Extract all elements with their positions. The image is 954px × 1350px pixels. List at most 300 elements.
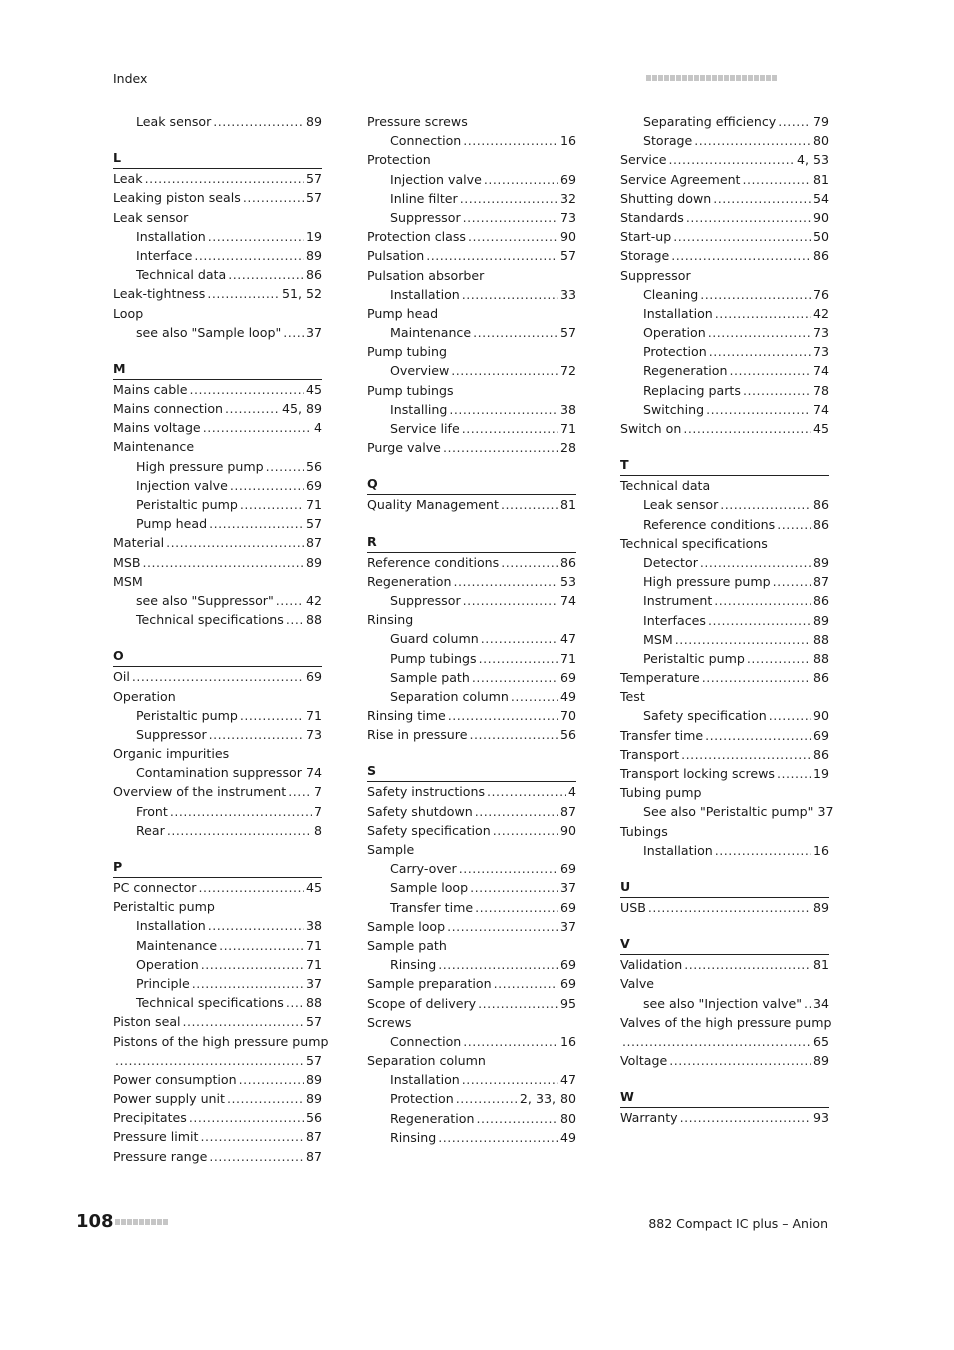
dot-leader (622, 1032, 811, 1051)
index-entry (367, 725, 576, 744)
index-term: Peristaltic pump (136, 497, 238, 512)
index-term: Separation column (367, 1053, 486, 1069)
index-page-reference[interactable]: 49 (559, 1129, 576, 1145)
dot-leader (773, 572, 811, 591)
index-page-reference[interactable]: 45 (305, 381, 322, 397)
dot-leader (470, 878, 558, 897)
index-page-reference[interactable]: 86 (812, 248, 829, 264)
dot-leader (459, 859, 558, 878)
index-entry (113, 553, 322, 572)
index-term: Maintenance (136, 937, 218, 953)
dot-leader (276, 591, 304, 610)
index-page-reference[interactable]: 86 (812, 516, 829, 532)
index-page-reference[interactable]: 69 (559, 669, 576, 685)
index-entry (113, 667, 322, 686)
dot-leader (462, 1070, 558, 1089)
dot-leader (198, 878, 303, 897)
index-page-reference[interactable]: 86 (812, 497, 829, 513)
dot-leader (671, 246, 811, 265)
index-page-reference[interactable]: 71 (305, 937, 322, 953)
index-page-reference[interactable]: 89 (305, 1071, 322, 1087)
index-term: Contamination suppressor (136, 765, 302, 781)
dot-leader (468, 227, 558, 246)
index-subentry (367, 859, 576, 878)
index-subentry (113, 821, 322, 840)
index-page-reference[interactable]: 88 (305, 612, 322, 628)
dot-leader (219, 936, 304, 955)
index-page-reference[interactable]: 69 (305, 477, 322, 493)
dot-leader (209, 1147, 304, 1166)
dot-leader (225, 399, 280, 418)
index-page-reference[interactable]: 56 (305, 1110, 322, 1126)
index-page-reference[interactable]: 42 (812, 305, 829, 321)
index-term: Pump tubings (367, 382, 454, 398)
index-page-reference[interactable]: 90 (559, 229, 576, 245)
index-page-reference[interactable]: 88 (812, 631, 829, 647)
index-page-reference[interactable]: 57 (305, 190, 322, 206)
index-subentry (620, 323, 829, 342)
index-term: USB (620, 899, 646, 915)
index-term: Pressure range (113, 1148, 208, 1164)
index-page-reference[interactable]: 74 (812, 401, 829, 417)
index-page-reference[interactable]: 81 (812, 171, 829, 187)
dot-leader (286, 993, 304, 1012)
index-term: Leak sensor (643, 497, 719, 513)
section-spacer (367, 457, 576, 475)
index-page-reference[interactable]: 87 (305, 535, 322, 551)
dot-leader (462, 285, 558, 304)
index-page-reference[interactable]: 88 (812, 650, 829, 666)
index-page-reference[interactable]: 57 (305, 1052, 322, 1068)
index-subentry (620, 802, 834, 821)
index-term: Suppressor (390, 209, 461, 225)
index-subentry (367, 649, 576, 668)
index-term: Leak sensor (113, 209, 189, 225)
index-page-reference[interactable]: 89 (812, 554, 829, 570)
index-term: Start-up (620, 229, 672, 245)
index-entry (113, 304, 322, 323)
index-term: Pump tubings (390, 650, 477, 666)
index-term: Technical data (136, 267, 227, 283)
index-term: Transport locking screws (620, 766, 775, 781)
index-subentry (113, 763, 322, 782)
index-entry (620, 476, 829, 495)
index-page-reference[interactable]: 4 (567, 784, 576, 800)
index-term: Test (620, 689, 645, 705)
index-term: Operation (113, 688, 176, 704)
index-term: see also "Suppressor" (136, 592, 274, 608)
index-subentry (367, 955, 576, 974)
index-page-reference[interactable]: 38 (305, 918, 322, 934)
index-page-reference[interactable]: 72 (559, 363, 576, 379)
index-page-reference[interactable]: 51, 52 (281, 286, 322, 302)
index-term: Rear (136, 822, 165, 838)
index-subentry (113, 265, 322, 284)
index-subentry (367, 131, 576, 150)
index-term: High pressure pump (136, 458, 264, 474)
index-page-reference[interactable]: 19 (305, 228, 322, 244)
index-term: Separating efficiency (643, 114, 777, 129)
index-entry (620, 822, 829, 841)
index-page-reference[interactable]: 16 (812, 842, 829, 858)
index-term: Interfaces (643, 612, 706, 628)
index-page-reference[interactable]: 45 (812, 421, 829, 436)
index-entry (113, 1032, 329, 1051)
index-entry (620, 208, 829, 227)
index-page-reference[interactable]: 56 (559, 727, 576, 743)
dot-leader (669, 1051, 811, 1070)
section-spacer (113, 342, 322, 360)
index-term: MSM (643, 631, 673, 647)
index-subentry (620, 841, 829, 860)
index-term: Replacing parts (643, 382, 741, 398)
index-page-reference[interactable]: 86 (305, 267, 322, 283)
index-page-reference[interactable]: 73 (559, 209, 576, 225)
index-page-reference[interactable]: 95 (559, 995, 576, 1011)
index-page-reference[interactable]: 69 (559, 976, 576, 992)
index-term: Scope of delivery (367, 995, 477, 1011)
index-page-reference[interactable]: 57 (559, 248, 576, 264)
index-term: Installing (390, 401, 448, 417)
dot-leader (460, 189, 558, 208)
index-entry (113, 380, 322, 399)
index-page-reference[interactable]: 57 (305, 1014, 322, 1030)
index-page-reference[interactable]: 45, 89 (281, 401, 322, 417)
index-page-reference[interactable]: 37 (305, 975, 322, 991)
index-page-reference[interactable]: 71 (559, 421, 576, 436)
index-entry (620, 745, 829, 764)
index-term: Peristaltic pump (136, 707, 238, 723)
dot-leader (648, 898, 811, 917)
index-term: PC connector (113, 880, 197, 895)
dot-leader (449, 400, 558, 419)
index-page-reference[interactable]: 38 (559, 401, 576, 417)
index-page-reference[interactable]: 87 (812, 574, 829, 590)
index-page-reference[interactable]: 65 (812, 1033, 829, 1049)
index-page-reference[interactable]: 4 (313, 420, 322, 436)
index-page-reference[interactable]: 4, 53 (796, 152, 829, 168)
dot-leader (456, 1089, 518, 1108)
index-page-reference[interactable]: 81 (812, 957, 829, 973)
index-page-reference[interactable]: 89 (305, 114, 322, 129)
dot-leader (228, 265, 304, 284)
index-page-reference[interactable]: 19 (812, 766, 829, 781)
index-page-reference[interactable]: 89 (305, 247, 322, 263)
index-term: Organic impurities (113, 746, 230, 762)
index-page-reference[interactable]: 71 (305, 956, 322, 972)
index-entry (367, 821, 576, 840)
index-term: Guard column (390, 631, 479, 647)
index-page-reference[interactable]: 16 (559, 133, 576, 149)
index-page-reference[interactable]: 69 (559, 171, 576, 187)
dot-leader (230, 476, 304, 495)
index-page-reference[interactable]: 7 (313, 784, 322, 800)
index-page-reference[interactable]: 87 (305, 1148, 322, 1164)
index-page-reference[interactable]: 76 (812, 286, 829, 302)
dot-leader (777, 764, 811, 783)
index-term: Storage (620, 248, 670, 264)
index-term: Pump head (367, 305, 439, 321)
dot-leader (463, 131, 558, 150)
index-page-reference[interactable]: 70 (559, 708, 576, 724)
index-subentry (620, 361, 829, 380)
index-page-reference[interactable]: 71 (559, 650, 576, 666)
index-page-reference[interactable]: 37 (559, 918, 576, 934)
index-subentry (367, 1109, 576, 1128)
index-entry (113, 437, 322, 456)
index-term: Valve (620, 976, 655, 992)
index-page-reference[interactable]: 57 (305, 516, 322, 532)
index-entry (367, 381, 576, 400)
index-page-reference[interactable]: 90 (812, 209, 829, 225)
index-subentry (367, 668, 576, 687)
index-term: Installation (643, 305, 713, 321)
index-term: Overview of the instrument (113, 784, 287, 800)
index-entry (367, 610, 576, 629)
index-page-reference[interactable]: 16 (559, 1033, 576, 1049)
index-term: Pulsation absorber (367, 267, 485, 283)
index-page-reference[interactable]: 69 (559, 899, 576, 915)
index-entry (113, 169, 322, 188)
index-page-reference[interactable]: 2, 33, 80 (519, 1091, 576, 1107)
index-term: Leaking piston seals (113, 190, 241, 206)
dot-leader (478, 994, 558, 1013)
dot-leader (481, 629, 558, 648)
index-page-reference[interactable]: 89 (812, 612, 829, 628)
section-spacer (620, 860, 829, 878)
index-page-reference[interactable]: 8 (313, 822, 322, 838)
index-page-reference[interactable]: 87 (305, 1129, 322, 1145)
index-entry (367, 266, 576, 285)
index-page-reference[interactable]: 81 (559, 497, 576, 513)
index-term: See also "Peristaltic pump" (643, 804, 814, 820)
index-entry (113, 418, 322, 437)
dot-leader (189, 1108, 304, 1127)
dot-leader (706, 400, 811, 419)
index-page-reference[interactable]: 47 (559, 1072, 576, 1088)
dot-leader (484, 170, 558, 189)
index-page-reference[interactable]: 80 (559, 1110, 576, 1126)
index-page-reference[interactable]: 71 (305, 707, 322, 723)
index-subentry (620, 591, 829, 610)
index-page-reference[interactable]: 37 (817, 804, 834, 820)
index-page-reference[interactable]: 33 (559, 286, 576, 302)
index-page-reference[interactable]: 80 (812, 133, 829, 149)
index-entry (620, 898, 829, 917)
index-entry (620, 419, 829, 438)
index-subentry (113, 457, 322, 476)
index-entry (367, 706, 576, 725)
index-page-reference[interactable]: 69 (559, 861, 576, 877)
index-letter-heading: O (113, 647, 322, 667)
dot-leader (115, 1051, 304, 1070)
dot-leader (778, 112, 811, 131)
index-term: Regeneration (390, 1110, 475, 1126)
index-entry (113, 1127, 322, 1146)
index-entry (367, 150, 576, 169)
dot-leader (715, 841, 811, 860)
index-subentry (113, 916, 322, 935)
index-term: Installation (136, 918, 206, 934)
index-page-reference[interactable]: 28 (559, 440, 576, 456)
index-page-reference[interactable]: 69 (305, 669, 322, 685)
index-page-reference[interactable]: 89 (305, 554, 322, 570)
running-footer-product: 882 Compact IC plus – Anion (648, 1216, 828, 1231)
index-page-reference[interactable]: 57 (559, 325, 576, 341)
dot-leader (700, 285, 811, 304)
index-page-reference[interactable]: 34 (812, 995, 829, 1011)
index-page-reference[interactable]: 71 (305, 497, 322, 512)
index-term: Reference conditions (367, 554, 500, 570)
index-entry (367, 227, 576, 246)
index-subentry (620, 572, 829, 591)
index-page-reference[interactable]: 69 (559, 957, 576, 973)
dot-leader (479, 649, 558, 668)
index-page-reference[interactable]: 87 (559, 803, 576, 819)
index-term: Installation (390, 1072, 460, 1088)
index-subentry (620, 515, 829, 534)
index-term: Screws (367, 1014, 412, 1030)
index-page-reference[interactable]: 78 (812, 382, 829, 398)
index-subentry (113, 610, 322, 629)
index-subentry (113, 993, 322, 1012)
dot-leader (194, 246, 304, 265)
index-subentry (367, 400, 576, 419)
index-page-reference[interactable]: 86 (812, 746, 829, 762)
index-term: Suppressor (136, 726, 207, 742)
index-page-reference[interactable]: 73 (812, 344, 829, 360)
index-term: Service (620, 152, 667, 168)
dot-leader (447, 917, 558, 936)
index-term: Safety specification (367, 822, 491, 838)
index-page-reference[interactable]: 69 (812, 727, 829, 743)
index-subentry (367, 1032, 576, 1051)
running-header-title: Index (113, 71, 148, 86)
index-subentry (367, 419, 576, 438)
index-page-reference[interactable]: 93 (812, 1110, 829, 1126)
dot-leader (747, 649, 811, 668)
index-letter-heading: Q (367, 475, 576, 495)
index-term: Protection (643, 344, 707, 360)
section-spacer (367, 515, 576, 533)
index-term: Suppressor (620, 267, 691, 283)
index-page-reference[interactable]: 74 (559, 592, 576, 608)
index-term: Peristaltic pump (643, 650, 745, 666)
index-page-reference[interactable]: 86 (812, 593, 829, 609)
index-letter-heading: U (620, 878, 829, 898)
index-entry (113, 897, 322, 916)
index-term: Power consumption (113, 1071, 237, 1087)
index-page-reference[interactable]: 42 (305, 592, 322, 608)
index-page-reference[interactable]: 89 (305, 1091, 322, 1107)
index-page-reference[interactable]: 79 (812, 114, 829, 129)
index-page-reference[interactable]: 7 (313, 803, 322, 819)
dot-leader (213, 112, 304, 131)
index-letter-heading: V (620, 935, 829, 955)
index-term: Installation (390, 286, 460, 302)
index-subentry (620, 649, 829, 668)
dot-leader (729, 361, 811, 380)
index-page-reference[interactable]: 86 (559, 554, 576, 570)
index-term: Rinsing time (367, 708, 446, 724)
index-entry (367, 112, 576, 131)
index-page-reference[interactable]: 74 (305, 765, 322, 781)
index-term: Front (136, 803, 168, 819)
index-page-reference[interactable]: 57 (305, 171, 322, 187)
index-page-reference[interactable]: 73 (812, 325, 829, 341)
index-term: Safety specification (643, 708, 767, 724)
dot-leader (190, 380, 304, 399)
dot-leader (208, 227, 304, 246)
index-entry (367, 840, 576, 859)
index-column-3 (620, 112, 834, 1127)
index-subentry (620, 611, 829, 630)
index-page-reference[interactable]: 53 (559, 573, 576, 589)
index-page-reference[interactable]: 47 (559, 631, 576, 647)
index-page-reference[interactable]: 90 (559, 822, 576, 838)
index-page-reference[interactable]: 90 (812, 708, 829, 724)
index-page-reference[interactable]: 86 (812, 670, 829, 686)
index-page-reference[interactable]: 49 (559, 688, 576, 704)
dot-leader (243, 188, 304, 207)
dot-leader (239, 1070, 304, 1089)
index-page-reference[interactable]: 56 (305, 458, 322, 474)
page-number: 108 (76, 1211, 114, 1232)
index-term: Maintenance (113, 439, 195, 455)
index-subentry (620, 706, 829, 725)
index-subentry (367, 189, 576, 208)
index-entry (620, 726, 829, 745)
index-term: Overview (390, 363, 450, 379)
index-page-reference[interactable]: 54 (812, 190, 829, 206)
index-entry (620, 1108, 829, 1127)
index-page-reference[interactable]: 89 (812, 1053, 829, 1069)
index-page-reference[interactable]: 73 (305, 726, 322, 742)
index-page-reference[interactable]: 88 (305, 995, 322, 1011)
dot-leader (203, 418, 312, 437)
index-term: Interface (136, 247, 193, 263)
index-term: Regeneration (367, 573, 452, 589)
index-letter-heading: T (620, 456, 829, 476)
dot-leader (700, 553, 811, 572)
index-page-reference[interactable]: 89 (812, 899, 829, 915)
index-term: Connection (390, 133, 462, 149)
index-page-reference[interactable]: 74 (812, 363, 829, 379)
dot-leader (720, 495, 811, 514)
index-subentry (113, 246, 322, 265)
index-page-reference[interactable]: 50 (812, 229, 829, 245)
index-entry (113, 1051, 322, 1070)
index-term: Rinsing (390, 1129, 437, 1145)
index-subentry (620, 495, 829, 514)
dot-leader (705, 726, 811, 745)
index-subentry (113, 514, 322, 533)
index-term: Piston seal (113, 1014, 181, 1030)
index-entry (113, 1147, 322, 1166)
dot-leader (681, 745, 811, 764)
index-page-reference[interactable]: 32 (559, 190, 576, 206)
dot-leader (702, 668, 811, 687)
dot-leader (266, 457, 304, 476)
index-subentry (113, 974, 322, 993)
index-term: Technical specifications (136, 612, 284, 628)
index-term: Power supply unit (113, 1091, 225, 1107)
index-entry (113, 1012, 322, 1031)
index-letter-heading: M (113, 360, 322, 380)
index-page-reference[interactable]: 37 (559, 880, 576, 896)
index-page-reference[interactable]: 45 (305, 880, 322, 895)
index-page-reference[interactable]: 37 (305, 324, 322, 340)
